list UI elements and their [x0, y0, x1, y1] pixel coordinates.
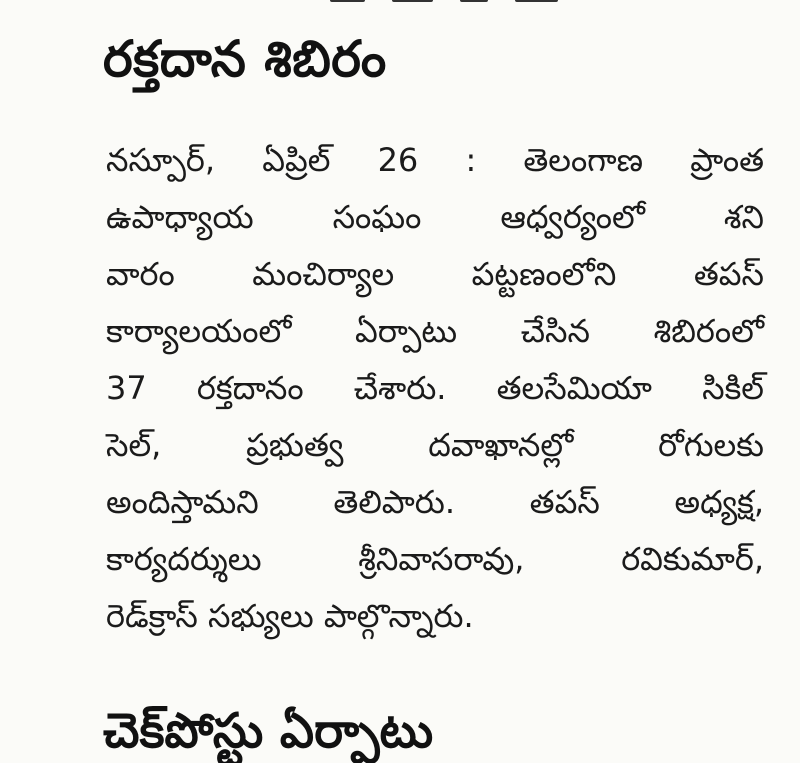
- article-line: సెల్, ప్రభుత్వ దవాఖానల్లో రోగులకు: [106, 426, 764, 464]
- article-line: రెడ్‌క్రాస్ సభ్యులు పాల్గొన్నారు.: [106, 597, 474, 635]
- article-body: [106, 132, 764, 645]
- previous-text-fragment: [330, 0, 570, 4]
- article-line: నస్పూర్, ఏప్రిల్ 26 : తెలంగాణ ప్రాంత: [106, 141, 764, 179]
- article-line: కార్యదర్శులు శ్రీనివాసరావు, రవికుమార్,: [106, 540, 764, 578]
- next-article-headline: చెక్‌పోస్టు ఏర్పాటు: [103, 703, 434, 759]
- article-line: 37 రక్తదానం చేశారు. తలసేమియా సికిల్: [106, 369, 764, 407]
- article-line: వారం మంచిర్యాల పట్టణంలోని తపస్: [106, 255, 764, 293]
- article-line: కార్యాలయంలో ఏర్పాటు చేసిన శిబిరంలో: [106, 312, 764, 350]
- article-headline: రక్తదాన శిబిరం: [103, 30, 387, 88]
- article-line: ఉపాధ్యాయ సంఘం ఆధ్వర్యంలో శని: [106, 198, 764, 236]
- article-line: అందిస్తామని తెలిపారు. తపస్ అధ్యక్ష,: [106, 483, 764, 521]
